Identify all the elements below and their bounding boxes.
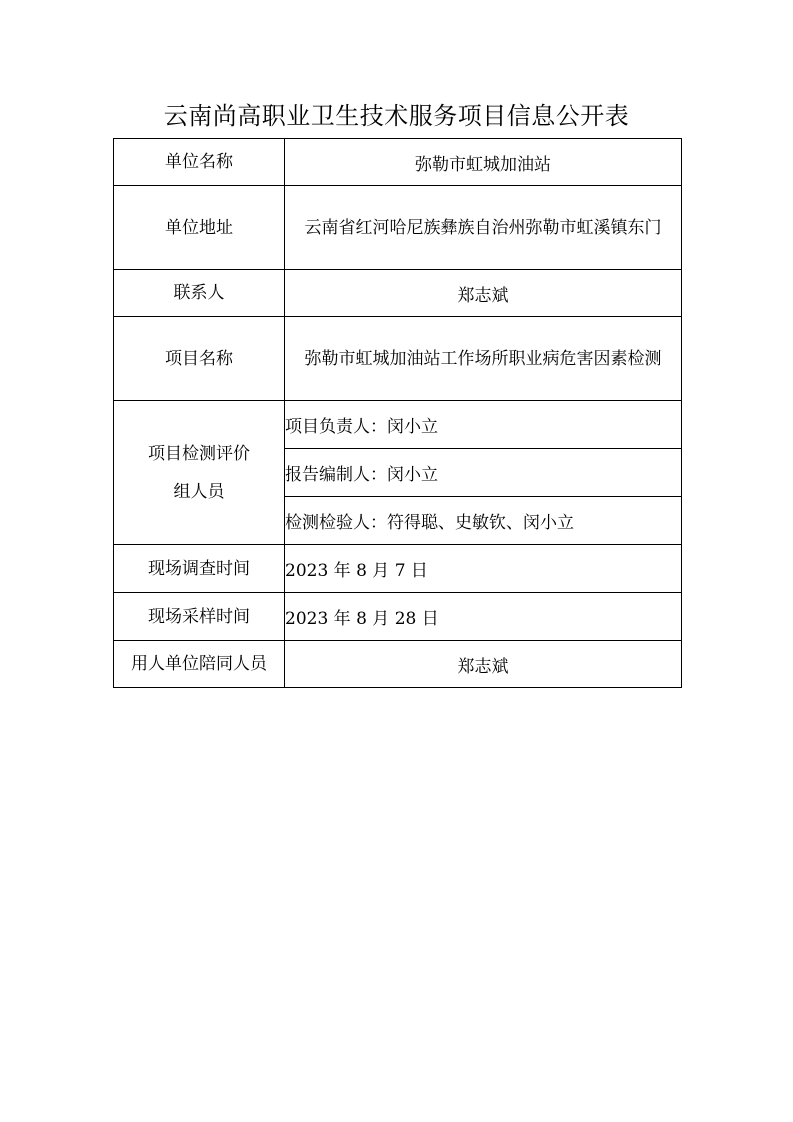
value-contact: 郑志斌 — [285, 270, 682, 317]
row-survey-time — [114, 545, 682, 593]
value-project-name: 弥勒市虹城加油站工作场所职业病危害因素检测 — [304, 348, 662, 369]
label-survey-time: 现场调查时间 — [114, 545, 285, 593]
label-team-line1: 项目检测评价 — [148, 443, 250, 464]
value-team-report-writer: 报告编制人：闵小立 — [285, 449, 682, 497]
value-team-inspectors: 检测检验人：符得聪、史敏钦、闵小立 — [285, 497, 682, 545]
row-project-name — [114, 317, 682, 401]
document-title: 云南尚高职业卫生技术服务项目信息公开表 — [163, 102, 630, 130]
label-escort: 用人单位陪同人员 — [114, 641, 285, 688]
label-unit-name: 单位名称 — [114, 139, 285, 186]
value-team-leader: 项目负责人：闵小立 — [285, 401, 682, 449]
row-unit-address — [114, 186, 682, 270]
value-project-name-cell — [285, 317, 682, 401]
project-info-table — [113, 138, 682, 688]
label-project-name: 项目名称 — [114, 317, 285, 401]
label-unit-address: 单位地址 — [114, 186, 285, 270]
label-contact: 联系人 — [114, 270, 285, 317]
row-team-leader — [114, 401, 682, 449]
label-sampling-time: 现场采样时间 — [114, 593, 285, 641]
value-escort: 郑志斌 — [285, 641, 682, 688]
value-unit-address-cell — [285, 186, 682, 270]
value-unit-address: 云南省红河哈尼族彝族自治州弥勒市虹溪镇东门 — [304, 217, 662, 238]
value-unit-name: 弥勒市虹城加油站 — [285, 139, 682, 186]
label-team-line2: 组人员 — [173, 481, 225, 502]
row-sampling-time — [114, 593, 682, 641]
row-escort — [114, 641, 682, 688]
label-team-cell — [114, 401, 285, 545]
value-sampling-time: 2023 年 8 月 28 日 — [285, 593, 682, 641]
value-survey-time: 2023 年 8 月 7 日 — [285, 545, 682, 593]
row-unit-name — [114, 139, 682, 186]
row-contact — [114, 270, 682, 317]
